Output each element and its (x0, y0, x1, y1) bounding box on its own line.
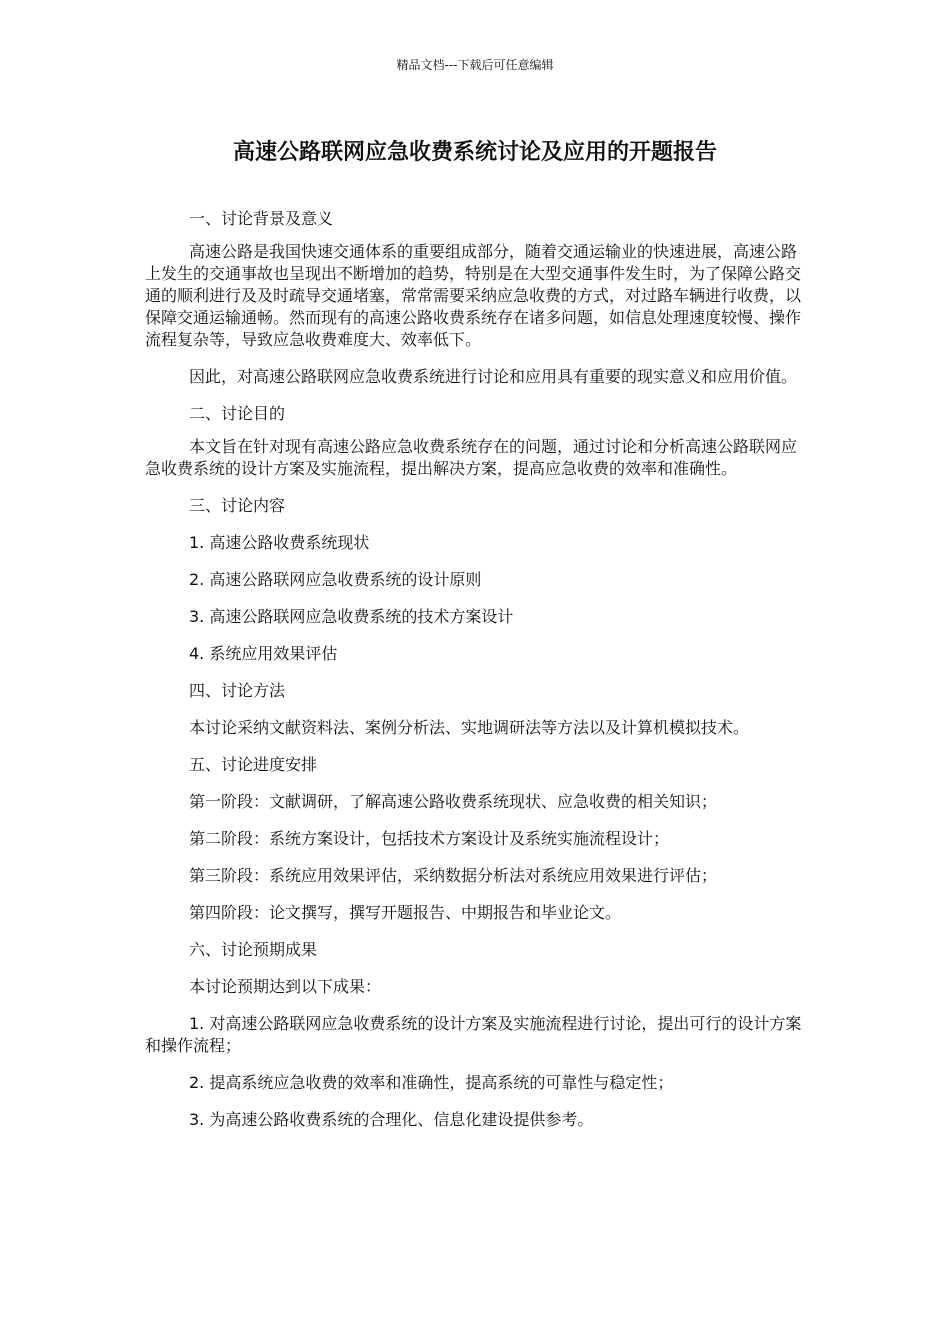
list-item: 2. 高速公路联网应急收费系统的设计原则 (189, 570, 482, 589)
list-item: 1. 高速公路收费系统现状 (189, 533, 370, 552)
list-item: 2. 提高系统应急收费的效率和准确性，提高系统的可靠性与稳定性； (189, 1073, 674, 1092)
section-heading: 五、讨论进度安排 (189, 755, 318, 774)
paragraph: 本讨论采纳文献资料法、案例分析法、实地调研法等方法以及计算机模拟技术。 (189, 718, 750, 737)
list-item: 第三阶段：系统应用效果评估，采纳数据分析法对系统应用效果进行评估； (189, 866, 718, 885)
paragraph: 因此，对高速公路联网应急收费系统进行讨论和应用具有重要的现实意义和应用价值。 (189, 367, 798, 386)
document-body (145, 208, 807, 1146)
section-heading: 六、讨论预期成果 (189, 940, 318, 959)
paragraph: 本文旨在针对现有高速公路应急收费系统存在的问题，通过讨论和分析高速公路联网应急收费系统的设计方案及实施流程，提出解决方案，提高应急收费的效率和准确性。 (145, 437, 798, 478)
section-heading: 二、讨论目的 (189, 404, 286, 423)
list-item: 4. 系统应用效果评估 (189, 644, 338, 663)
list-item: 3. 高速公路联网应急收费系统的技术方案设计 (189, 607, 514, 626)
section-heading: 一、讨论背景及意义 (189, 209, 334, 228)
paragraph: 高速公路是我国快速交通体系的重要组成部分，随着交通运输业的快速进展，高速公路上发生的交通事故也呈现出不断增加的趋势，特别是在大型交通事件发生时，为了保障公路交通的顺利进行及及时疏导交通堵塞，常常需要采纳应急收费的方式，对过路车辆进行收费，以保障交通运输通畅。然而现有的高速公路收费系统存在诸多问题，如信息处理速度较慢、操作流程复杂等，导致应急收费难度大、效率低下。 (145, 242, 802, 349)
list-item: 第一阶段：文献调研，了解高速公路收费系统现状、应急收费的相关知识； (189, 792, 718, 811)
list-item: 第四阶段：论文撰写，撰写开题报告、中期报告和毕业论文。 (189, 903, 622, 922)
document-title: 高速公路联网应急收费系统讨论及应用的开题报告 (232, 140, 717, 165)
list-item: 第二阶段：系统方案设计，包括技术方案设计及系统实施流程设计； (189, 829, 670, 848)
section-heading: 四、讨论方法 (189, 681, 286, 700)
list-item: 3. 为高速公路收费系统的合理化、信息化建设提供参考。 (189, 1110, 594, 1129)
section-heading: 三、讨论内容 (189, 496, 286, 515)
paragraph: 1. 对高速公路联网应急收费系统的设计方案及实施流程进行讨论，提出可行的设计方案和操作流程； (145, 1014, 802, 1055)
list-item: 本讨论预期达到以下成果： (189, 977, 382, 996)
header-note: 精品文档---下载后可任意编辑 (396, 58, 554, 72)
